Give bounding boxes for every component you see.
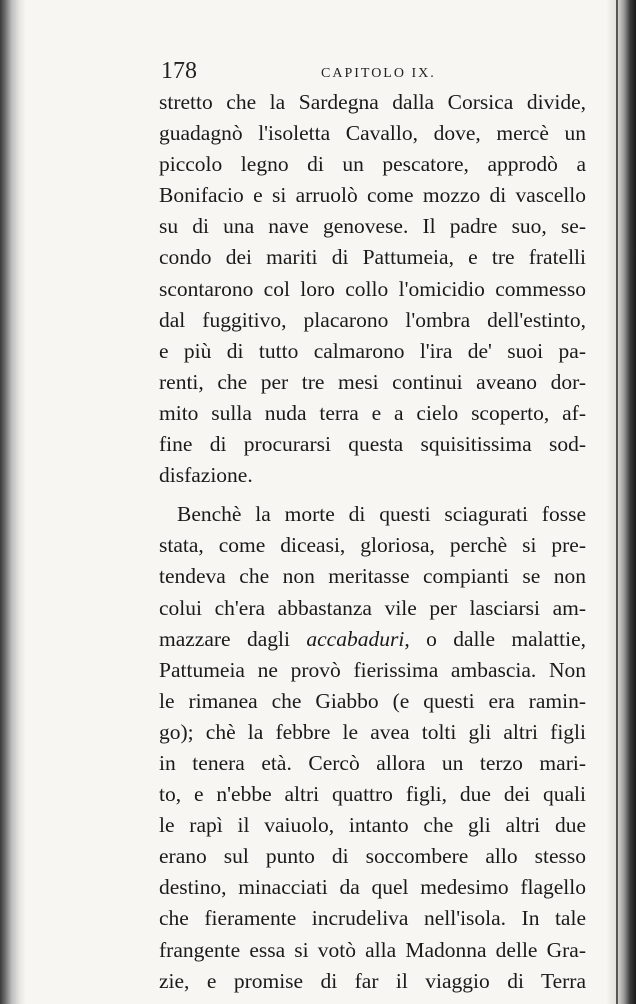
italic-term: accabaduri xyxy=(306,626,405,651)
text-line: che fieramente incrudeliva nell'isola. In tale xyxy=(159,906,586,931)
text-segment: , o dalle malattie, xyxy=(404,626,587,651)
text-line: renti, che per tre mesi continui aveano dor- xyxy=(159,369,586,394)
text-line-with-italic xyxy=(159,624,586,655)
text-line: erano sul punto di soccombere allo stesso xyxy=(159,844,586,869)
text-line: su di una nave genovese. Il padre suo, se- xyxy=(159,214,586,239)
text-line: frangente essa si votò alla Madonna delle Gra- xyxy=(159,937,586,962)
text-line: dal fuggitivo, placarono l'ombra dell'estinto, xyxy=(159,307,586,332)
page-number: 178 xyxy=(161,58,197,84)
text-line: stretto che la Sardegna dalla Corsica divide, xyxy=(159,90,586,114)
text-line: le rimanea che Giabbo (e questi era ramin- xyxy=(159,688,586,713)
text-line: Benchè la morte di questi sciagurati fosse xyxy=(177,502,586,527)
page-header xyxy=(161,58,585,88)
text-line: mito sulla nuda terra e a cielo scoperto, af- xyxy=(159,400,586,425)
text-line: Pattumeia ne provò fierissima ambascia. Non xyxy=(159,657,586,682)
text-line: condo dei mariti di Pattumeia, e tre fratelli xyxy=(159,245,586,270)
text-line: destino, minacciati da quel medesimo flagello xyxy=(159,875,586,900)
text-line: in tenera età. Cercò allora un terzo mari- xyxy=(159,750,586,775)
running-head: CAPITOLO IX. xyxy=(321,66,436,81)
text-line: stata, come diceasi, gloriosa, perchè si pre- xyxy=(159,533,586,558)
text-line: zie, e promise di far il viaggio di Terra xyxy=(159,968,586,993)
body-text xyxy=(159,87,586,997)
text-line: piccolo legno di un pescatore, approdò a xyxy=(159,152,586,177)
book-gutter xyxy=(0,0,26,1004)
text-line: go); chè la febbre le avea tolti gli altri figli xyxy=(159,719,586,744)
text-line: Bonifacio e si arruolò come mozzo di vascello xyxy=(159,183,586,208)
text-line: tendeva che non meritasse compianti se non xyxy=(159,564,586,589)
text-line: le rapì il vaiuolo, intanto che gli altri due xyxy=(159,813,586,838)
text-line: guadagnò l'isoletta Cavallo, dove, mercè un xyxy=(159,121,586,146)
text-line: disfazione. xyxy=(159,463,253,488)
page-edge xyxy=(606,0,636,1004)
text-segment: mazzare dagli xyxy=(159,626,307,651)
text-line: scontarono col loro collo l'omicidio commesso xyxy=(159,276,586,301)
text-line: colui ch'era abbastanza vile per lasciarsi am- xyxy=(159,595,586,620)
text-line: fine di procurarsi questa squisitissima sod- xyxy=(159,432,586,457)
text-line: to, e n'ebbe altri quattro figli, due dei quali xyxy=(159,782,586,807)
text-line: e più di tutto calmarono l'ira de' suoi pa- xyxy=(159,338,586,363)
